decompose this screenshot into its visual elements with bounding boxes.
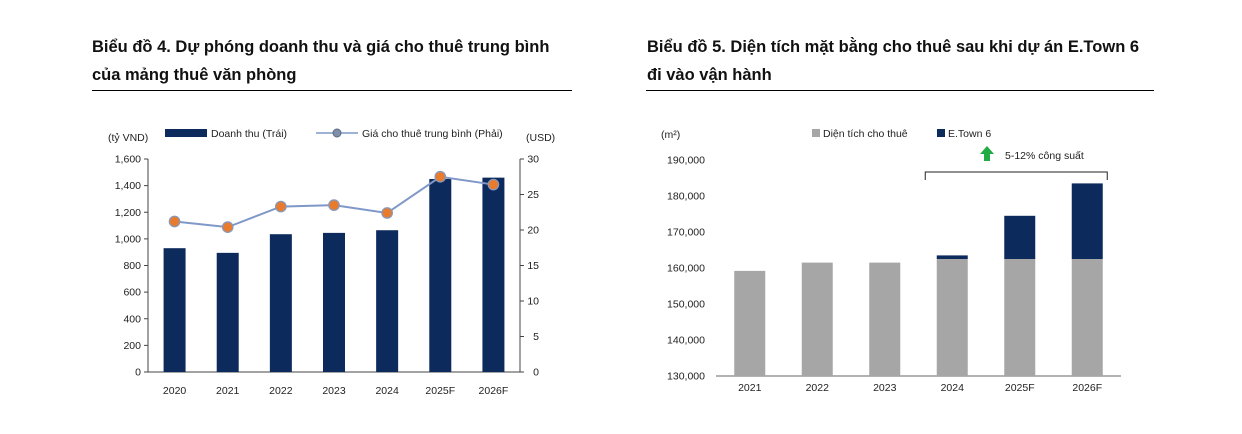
price-point xyxy=(488,179,498,189)
x-tick-label: 2023 xyxy=(322,385,346,397)
left-y-tick-label: 1,400 xyxy=(114,180,141,193)
legend-label-etown6: E.Town 6 xyxy=(948,128,992,140)
x-tick-label: 2024 xyxy=(940,382,964,394)
x-tick-label: 2020 xyxy=(162,385,187,397)
left-y-tick-label: 1,000 xyxy=(114,233,141,246)
x-tick-label: 2025F xyxy=(425,385,456,397)
x-tick-label: 2022 xyxy=(269,385,293,397)
leasable-area-bar xyxy=(869,263,900,376)
right-y-tick-label: 20 xyxy=(527,224,539,237)
right-y-tick-label: 30 xyxy=(527,153,539,166)
revenue-bar xyxy=(217,253,239,372)
right-y-tick-label: 5 xyxy=(533,331,539,343)
left-y-tick-label: 400 xyxy=(123,313,141,326)
x-tick-label: 2021 xyxy=(738,382,762,394)
y-tick-label: 180,000 xyxy=(667,190,705,203)
x-tick-label: 2021 xyxy=(216,385,240,397)
floor-area-chart xyxy=(621,0,1242,434)
etown6-bar xyxy=(937,255,968,259)
y-tick-label: 190,000 xyxy=(667,154,705,167)
left-y-tick-label: 1,200 xyxy=(114,206,141,219)
leasable-area-bar xyxy=(1004,259,1035,376)
etown6-bar xyxy=(1004,216,1035,259)
y-tick-label: 170,000 xyxy=(667,226,705,239)
price-point xyxy=(276,201,286,211)
etown6-bar xyxy=(1072,183,1103,259)
price-point xyxy=(382,208,392,218)
legend-swatch-price-marker xyxy=(333,129,341,137)
y-tick-label: 140,000 xyxy=(667,334,705,347)
revenue-bar xyxy=(482,178,504,372)
legend-label-leasable-area: Diện tích cho thuê xyxy=(823,128,908,140)
right-axis-unit: (USD) xyxy=(526,132,556,144)
right-y-tick-label: 0 xyxy=(533,366,539,379)
y-tick-label: 160,000 xyxy=(667,262,705,275)
x-tick-label: 2025F xyxy=(1004,382,1035,394)
legend-label-price: Giá cho thuê trung bình (Phải) xyxy=(362,128,503,140)
right-y-tick-label: 25 xyxy=(527,189,539,201)
revenue-bar xyxy=(270,234,292,372)
x-tick-label: 2023 xyxy=(873,382,897,394)
left-y-tick-label: 600 xyxy=(123,286,141,299)
left-y-tick-label: 0 xyxy=(135,366,141,379)
price-point xyxy=(223,222,233,232)
left-axis-unit: (tỷ VND) xyxy=(108,132,149,144)
legend-swatch-etown6 xyxy=(937,129,945,137)
legend-swatch-leasable-area xyxy=(812,129,820,137)
chart-panel-floor-area xyxy=(621,0,1242,434)
annotation-bracket xyxy=(925,172,1107,180)
chart-title-line2: đi vào vận hành xyxy=(647,66,772,84)
right-y-tick-label: 15 xyxy=(527,260,539,272)
x-tick-label: 2022 xyxy=(805,382,829,394)
price-point xyxy=(169,216,179,226)
price-point xyxy=(435,172,445,182)
revenue-bar xyxy=(376,230,398,372)
revenue-bar xyxy=(323,233,345,372)
leasable-area-bar xyxy=(937,259,968,376)
y-tick-label: 150,000 xyxy=(667,298,705,311)
up-arrow-icon xyxy=(980,146,994,161)
left-y-tick-label: 1,600 xyxy=(114,153,141,166)
right-y-tick-label: 10 xyxy=(527,295,539,308)
chart-title-line1: Biểu đồ 4. Dự phóng doanh thu và giá cho thuê trung bình xyxy=(92,38,550,56)
annotation-label: 5-12% công suất xyxy=(1005,150,1084,162)
leasable-area-bar xyxy=(734,271,765,376)
left-y-tick-label: 200 xyxy=(123,339,141,352)
legend-swatch-revenue xyxy=(165,129,207,137)
chart-title-line2: của mảng thuê văn phòng xyxy=(92,66,297,84)
x-tick-label: 2026F xyxy=(478,385,509,397)
leasable-area-bar xyxy=(802,263,833,376)
x-tick-label: 2024 xyxy=(375,385,399,397)
price-point xyxy=(329,200,339,210)
x-tick-label: 2026F xyxy=(1072,382,1103,394)
leasable-area-bar xyxy=(1072,259,1103,376)
revenue-bar xyxy=(164,248,186,372)
left-axis-unit: (m²) xyxy=(661,129,681,141)
revenue-bar xyxy=(429,179,451,372)
legend-label-revenue: Doanh thu (Trái) xyxy=(211,128,288,140)
chart-title-line1: Biểu đồ 5. Diện tích mặt bằng cho thuê sau khi dự án E.Town 6 xyxy=(647,38,1140,56)
left-y-tick-label: 800 xyxy=(123,260,141,272)
y-tick-label: 130,000 xyxy=(667,370,705,383)
